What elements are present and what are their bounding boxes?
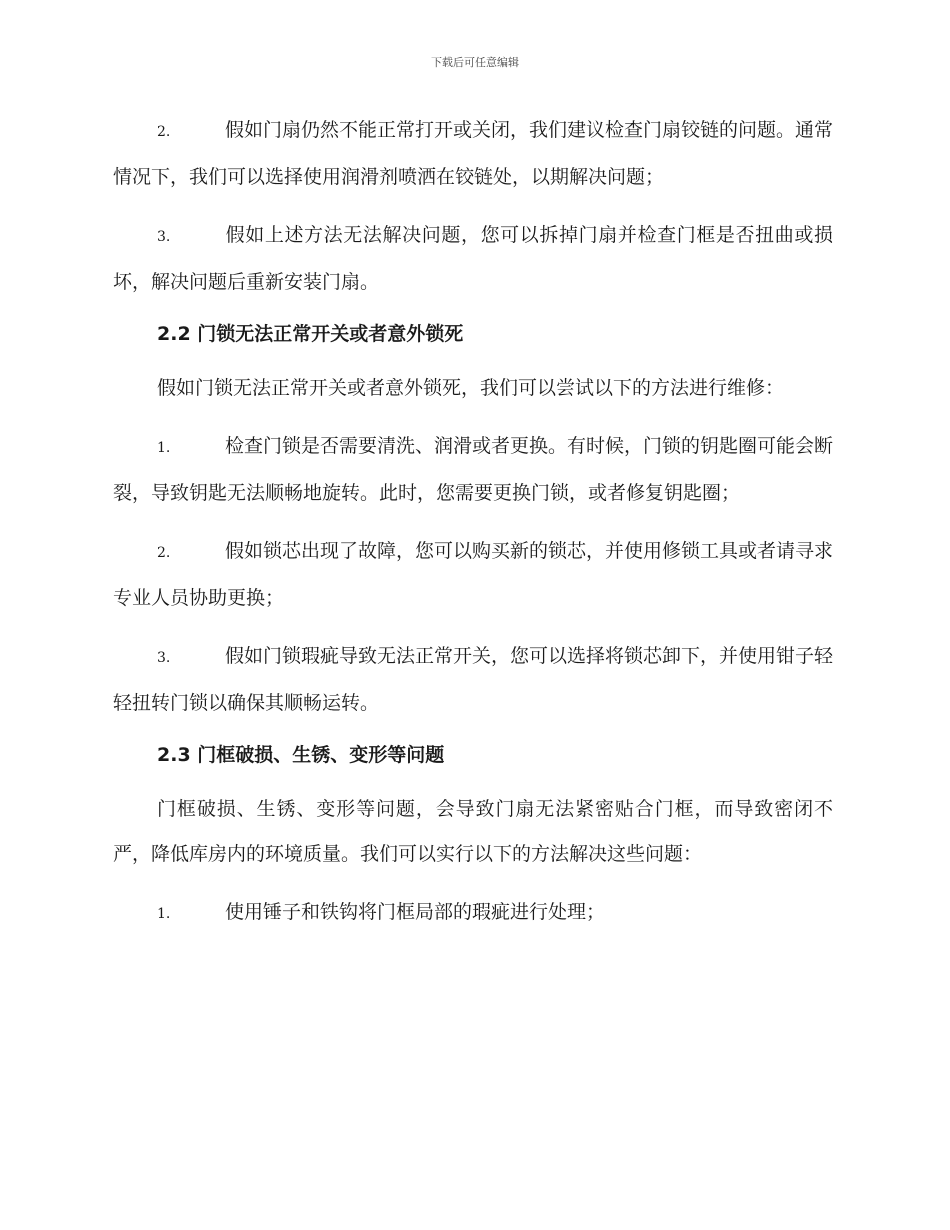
page-header: 下载后可任意编辑 bbox=[431, 56, 519, 69]
list-item-text: 假如门锁瑕疵导致无法正常开关，您可以选择将锁芯卸下，并使用钳子轻轻扭转门锁以确保其顺畅运转。 bbox=[113, 645, 834, 714]
section-heading: 2.3 门框破损、生锈、变形等问题 bbox=[157, 744, 445, 766]
list-item bbox=[113, 890, 833, 937]
list-item bbox=[113, 213, 833, 305]
list-item bbox=[113, 634, 833, 726]
list-item-text: 检查门锁是否需要清洗、润滑或者更换。有时候，门锁的钥匙圈可能会断裂，导致钥匙无法顺畅地旋转。此时，您需要更换门锁，或者修复钥匙圈； bbox=[113, 435, 834, 504]
paragraph: 假如门锁无法正常开关或者意外锁死，我们可以尝试以下的方法进行维修： bbox=[157, 377, 785, 399]
section-heading: 2.2 门锁无法正常开关或者意外锁死 bbox=[157, 323, 464, 345]
list-item bbox=[113, 108, 833, 200]
list-item-text: 假如门扇仍然不能正常打开或关闭，我们建议检查门扇铰链的问题。通常情况下，我们可以选择使用润滑剂喷洒在铰链处，以期解决问题； bbox=[113, 119, 834, 188]
list-item bbox=[113, 424, 833, 516]
list-item-text: 使用锤子和铁钩将门框局部的瑕疵进行处理； bbox=[225, 901, 606, 923]
list-number: 1. bbox=[157, 440, 171, 456]
list-number: 2. bbox=[157, 124, 171, 140]
list-item-text: 假如锁芯出现了故障，您可以购买新的锁芯，并使用修锁工具或者请寻求专业人员协助更换； bbox=[113, 540, 834, 609]
list-number: 2. bbox=[157, 545, 171, 561]
list-item bbox=[113, 529, 833, 621]
list-number: 3. bbox=[157, 229, 171, 245]
paragraph: 门框破损、生锈、变形等问题，会导致门扇无法紧密贴合门框，而导致密闭不严，降低库房内的环境质量。我们可以实行以下的方法解决这些问题： bbox=[113, 798, 833, 865]
list-number: 1. bbox=[157, 906, 171, 922]
list-number: 3. bbox=[157, 650, 171, 666]
list-item-text: 假如上述方法无法解决问题，您可以拆掉门扇并检查门框是否扭曲或损坏，解决问题后重新安装门扇。 bbox=[113, 224, 833, 293]
document-body bbox=[113, 108, 833, 950]
